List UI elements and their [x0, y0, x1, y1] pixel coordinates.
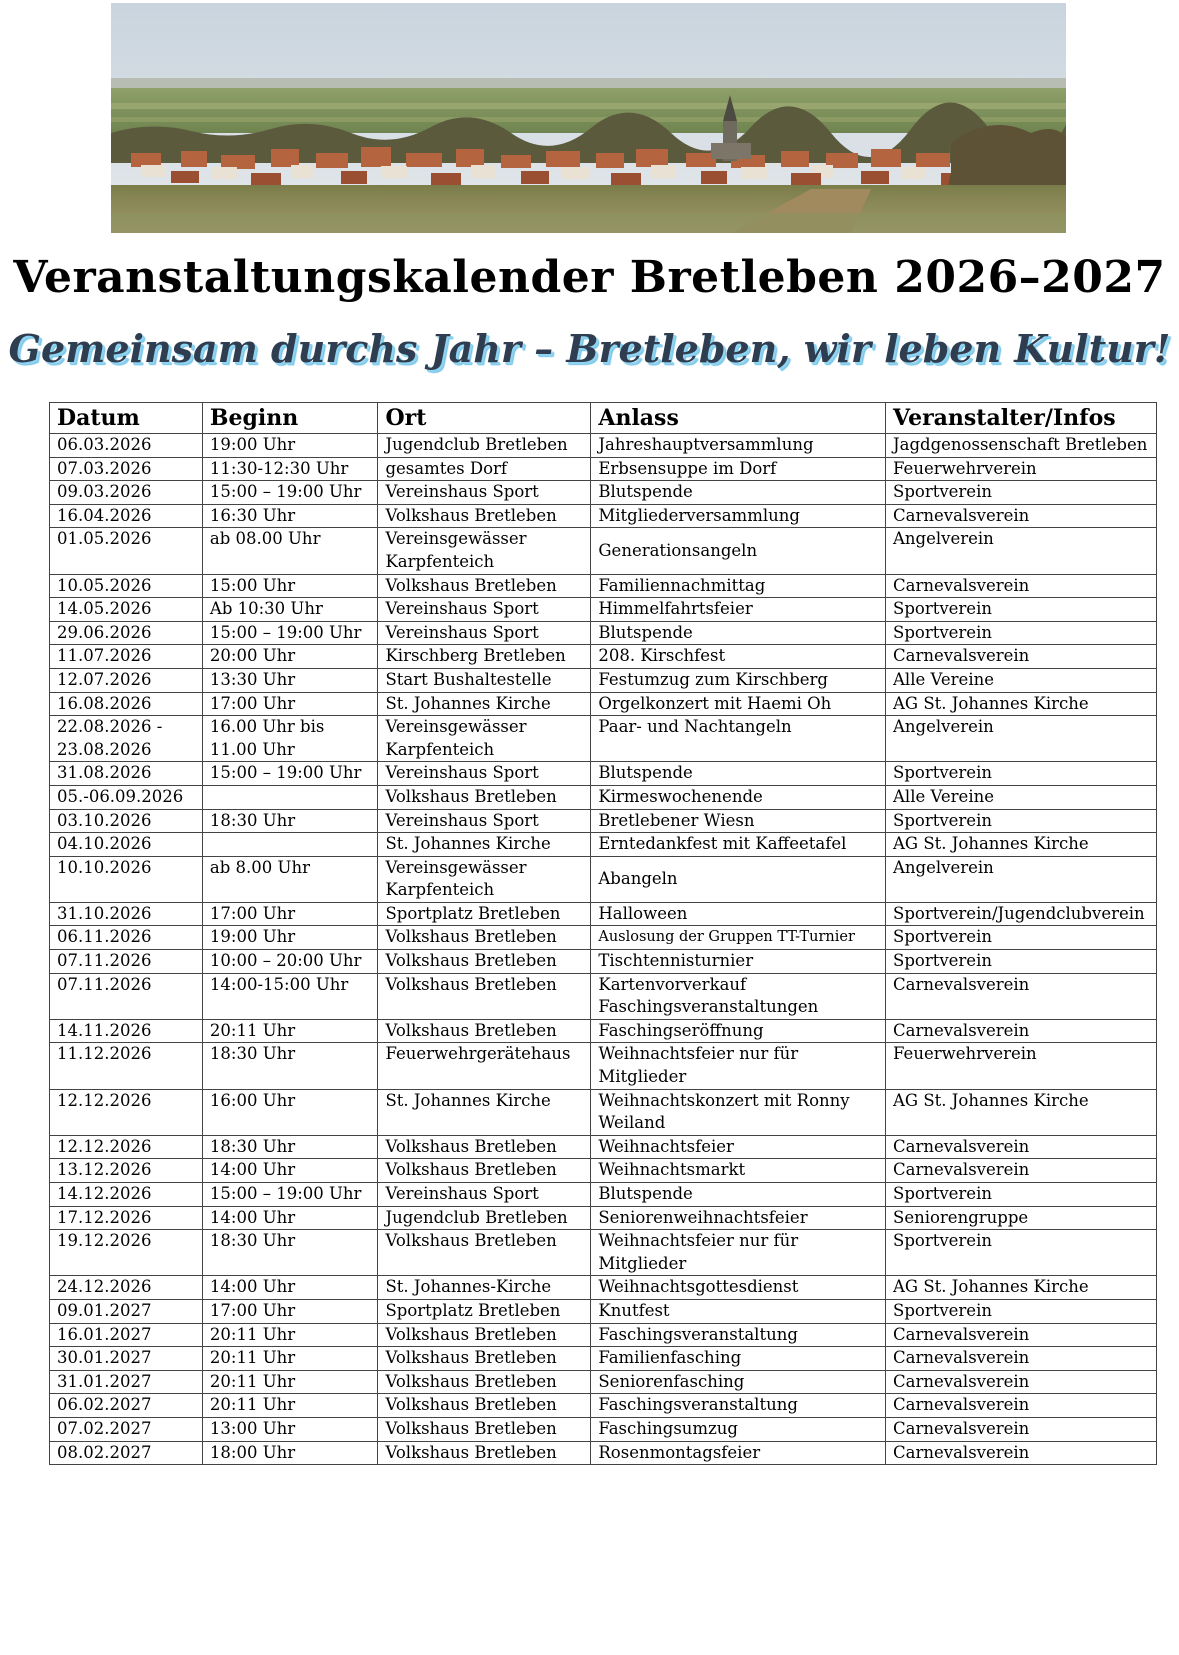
cell-anlass: Blutspende	[591, 481, 886, 505]
cell-beginn: 16.00 Uhr bis 11.00 Uhr	[202, 716, 378, 762]
cell-ort: Vereinshaus Sport	[378, 598, 591, 622]
cell-veranstalter: Angelverein	[886, 856, 1157, 902]
cell-veranstalter: Sportverein	[886, 598, 1157, 622]
table-row	[50, 1394, 1157, 1418]
cell-beginn: 11:30-12:30 Uhr	[202, 457, 378, 481]
cell-veranstalter: Sportverein	[886, 1183, 1157, 1207]
cell-anlass: Paar- und Nachtangeln	[591, 716, 886, 762]
cell-anlass: Blutspende	[591, 1183, 886, 1207]
cell-ort: Jugendclub Bretleben	[378, 1206, 591, 1230]
cell-veranstalter: Sportverein	[886, 762, 1157, 786]
cell-veranstalter: AG St. Johannes Kirche	[886, 692, 1157, 716]
cell-anlass: Weihnachtsfeier	[591, 1135, 886, 1159]
cell-ort: gesamtes Dorf	[378, 457, 591, 481]
cell-datum: 16.04.2026	[50, 504, 203, 528]
cell-beginn: 15:00 – 19:00 Uhr	[202, 1183, 378, 1207]
table-row	[50, 950, 1157, 974]
cell-beginn: 15:00 – 19:00 Uhr	[202, 621, 378, 645]
cell-anlass: Abangeln	[591, 856, 886, 902]
table-row	[50, 457, 1157, 481]
cell-veranstalter: Sportverein	[886, 1230, 1157, 1276]
cell-datum: 14.12.2026	[50, 1183, 203, 1207]
cell-anlass: Seniorenfasching	[591, 1370, 886, 1394]
table-row	[50, 1135, 1157, 1159]
table-row	[50, 856, 1157, 902]
cell-datum: 07.11.2026	[50, 973, 203, 1019]
cell-ort: Sportplatz Bretleben	[378, 1299, 591, 1323]
cell-veranstalter: Feuerwehrverein	[886, 457, 1157, 481]
cell-anlass: Familiennachmittag	[591, 574, 886, 598]
cell-anlass: Auslosung der Gruppen TT-Turnier	[591, 926, 886, 950]
cell-ort: Vereinshaus Sport	[378, 762, 591, 786]
table-row	[50, 1230, 1157, 1276]
table-row	[50, 1441, 1157, 1465]
cell-veranstalter: Carnevalsverein	[886, 1394, 1157, 1418]
cell-datum: 07.11.2026	[50, 950, 203, 974]
cell-anlass: Knutfest	[591, 1299, 886, 1323]
cell-ort: Jugendclub Bretleben	[378, 434, 591, 458]
cell-veranstalter: Carnevalsverein	[886, 574, 1157, 598]
cell-ort: Volkshaus Bretleben	[378, 926, 591, 950]
table-row	[50, 902, 1157, 926]
cell-datum: 09.03.2026	[50, 481, 203, 505]
cell-datum: 07.03.2026	[50, 457, 203, 481]
cell-beginn: 15:00 – 19:00 Uhr	[202, 762, 378, 786]
cell-anlass: Weihnachtsmarkt	[591, 1159, 886, 1183]
cell-veranstalter: Carnevalsverein	[886, 504, 1157, 528]
cell-datum: 16.01.2027	[50, 1323, 203, 1347]
cell-anlass: Erbsensuppe im Dorf	[591, 457, 886, 481]
cell-veranstalter: Sportverein/Jugendclubverein	[886, 902, 1157, 926]
cell-veranstalter: Sportverein	[886, 809, 1157, 833]
cell-anlass: Tischtennisturnier	[591, 950, 886, 974]
village-panorama-illustration	[111, 3, 1066, 233]
cell-beginn: ab 8.00 Uhr	[202, 856, 378, 902]
cell-datum: 12.12.2026	[50, 1135, 203, 1159]
table-row	[50, 1299, 1157, 1323]
cell-veranstalter: Angelverein	[886, 716, 1157, 762]
cell-ort: Sportplatz Bretleben	[378, 902, 591, 926]
cell-beginn: 18:30 Uhr	[202, 1230, 378, 1276]
table-row	[50, 1347, 1157, 1371]
cell-datum: 07.02.2027	[50, 1417, 203, 1441]
table-row	[50, 574, 1157, 598]
cell-ort: Vereinsgewässer Karpfenteich	[378, 528, 591, 574]
cell-beginn: 19:00 Uhr	[202, 434, 378, 458]
table-row	[50, 1183, 1157, 1207]
cell-datum: 24.12.2026	[50, 1276, 203, 1300]
cell-beginn: 16:00 Uhr	[202, 1089, 378, 1135]
cell-anlass: Blutspende	[591, 621, 886, 645]
cell-beginn: 18:00 Uhr	[202, 1441, 378, 1465]
cell-beginn: 17:00 Uhr	[202, 1299, 378, 1323]
header-anlass: Anlass	[591, 403, 886, 434]
cell-anlass: Festumzug zum Kirschberg	[591, 668, 886, 692]
cell-anlass: Kirmeswochenende	[591, 785, 886, 809]
cell-datum: 31.01.2027	[50, 1370, 203, 1394]
table-row	[50, 1370, 1157, 1394]
cell-ort: Volkshaus Bretleben	[378, 1347, 591, 1371]
cell-veranstalter: AG St. Johannes Kirche	[886, 1089, 1157, 1135]
cell-veranstalter: Feuerwehrverein	[886, 1043, 1157, 1089]
cell-datum: 31.08.2026	[50, 762, 203, 786]
cell-anlass: Jahreshauptversammlung	[591, 434, 886, 458]
cell-datum: 03.10.2026	[50, 809, 203, 833]
cell-anlass: 208. Kirschfest	[591, 645, 886, 669]
cell-ort: Volkshaus Bretleben	[378, 1370, 591, 1394]
cell-datum: 14.05.2026	[50, 598, 203, 622]
cell-veranstalter: Angelverein	[886, 528, 1157, 574]
cell-ort: Vereinsgewässer Karpfenteich	[378, 716, 591, 762]
cell-veranstalter: Sportverein	[886, 481, 1157, 505]
cell-ort: Volkshaus Bretleben	[378, 785, 591, 809]
table-row	[50, 1019, 1157, 1043]
cell-datum: 30.01.2027	[50, 1347, 203, 1371]
cell-veranstalter: Sportverein	[886, 1299, 1157, 1323]
cell-anlass: Himmelfahrtsfeier	[591, 598, 886, 622]
events-table	[49, 402, 1157, 1465]
cell-datum: 11.07.2026	[50, 645, 203, 669]
cell-veranstalter: Carnevalsverein	[886, 973, 1157, 1019]
table-row	[50, 716, 1157, 762]
cell-beginn	[202, 785, 378, 809]
table-row	[50, 504, 1157, 528]
cell-ort: Volkshaus Bretleben	[378, 1441, 591, 1465]
cell-anlass: Mitgliederversammlung	[591, 504, 886, 528]
cell-beginn: Ab 10:30 Uhr	[202, 598, 378, 622]
cell-veranstalter: Carnevalsverein	[886, 1370, 1157, 1394]
table-row	[50, 1323, 1157, 1347]
cell-beginn: 18:30 Uhr	[202, 809, 378, 833]
cell-ort: Volkshaus Bretleben	[378, 1417, 591, 1441]
table-row	[50, 598, 1157, 622]
cell-veranstalter: Carnevalsverein	[886, 1417, 1157, 1441]
table-row	[50, 1089, 1157, 1135]
cell-beginn: 20:11 Uhr	[202, 1019, 378, 1043]
cell-beginn: 18:30 Uhr	[202, 1135, 378, 1159]
table-row	[50, 762, 1157, 786]
cell-veranstalter: Carnevalsverein	[886, 1159, 1157, 1183]
cell-anlass: Weihnachtsfeier nur für Mitglieder	[591, 1043, 886, 1089]
cell-datum: 06.11.2026	[50, 926, 203, 950]
cell-anlass: Orgelkonzert mit Haemi Oh	[591, 692, 886, 716]
cell-anlass: Kartenvorverkauf Faschingsveranstaltungen	[591, 973, 886, 1019]
cell-datum: 06.03.2026	[50, 434, 203, 458]
cell-anlass: Faschingsveranstaltung	[591, 1394, 886, 1418]
header-datum: Datum	[50, 403, 203, 434]
cell-veranstalter: Sportverein	[886, 950, 1157, 974]
cell-datum: 29.06.2026	[50, 621, 203, 645]
table-row	[50, 621, 1157, 645]
cell-veranstalter: Carnevalsverein	[886, 1441, 1157, 1465]
cell-anlass: Blutspende	[591, 762, 886, 786]
cell-ort: St. Johannes Kirche	[378, 692, 591, 716]
cell-ort: Start Bushaltestelle	[378, 668, 591, 692]
cell-veranstalter: Sportverein	[886, 926, 1157, 950]
table-row	[50, 785, 1157, 809]
cell-anlass: Faschingseröffnung	[591, 1019, 886, 1043]
cell-anlass: Bretlebener Wiesn	[591, 809, 886, 833]
cell-ort: Volkshaus Bretleben	[378, 1230, 591, 1276]
table-row	[50, 481, 1157, 505]
cell-veranstalter: Sportverein	[886, 621, 1157, 645]
header-ort: Ort	[378, 403, 591, 434]
table-row	[50, 668, 1157, 692]
cell-veranstalter: Alle Vereine	[886, 668, 1157, 692]
cell-datum: 31.10.2026	[50, 902, 203, 926]
cell-ort: Vereinshaus Sport	[378, 621, 591, 645]
cell-datum: 08.02.2027	[50, 1441, 203, 1465]
cell-anlass: Faschingsveranstaltung	[591, 1323, 886, 1347]
cell-beginn: 17:00 Uhr	[202, 902, 378, 926]
cell-beginn: 20:11 Uhr	[202, 1370, 378, 1394]
cell-datum: 06.02.2027	[50, 1394, 203, 1418]
cell-datum: 10.10.2026	[50, 856, 203, 902]
table-row	[50, 926, 1157, 950]
cell-beginn: 20:11 Uhr	[202, 1347, 378, 1371]
cell-datum: 05.-06.09.2026	[50, 785, 203, 809]
cell-veranstalter: AG St. Johannes Kirche	[886, 1276, 1157, 1300]
cell-beginn: 14:00 Uhr	[202, 1206, 378, 1230]
table-row	[50, 692, 1157, 716]
cell-datum: 04.10.2026	[50, 833, 203, 857]
cell-beginn	[202, 833, 378, 857]
cell-ort: Volkshaus Bretleben	[378, 950, 591, 974]
cell-ort: Volkshaus Bretleben	[378, 574, 591, 598]
cell-anlass: Halloween	[591, 902, 886, 926]
table-row	[50, 645, 1157, 669]
page-subtitle: Gemeinsam durchs Jahr – Bretleben, wir leben Kultur!	[8, 326, 1171, 371]
cell-anlass: Weihnachtskonzert mit Ronny Weiland	[591, 1089, 886, 1135]
cell-beginn: 19:00 Uhr	[202, 926, 378, 950]
cell-ort: St. Johannes-Kirche	[378, 1276, 591, 1300]
cell-ort: Kirschberg Bretleben	[378, 645, 591, 669]
cell-beginn: 20:11 Uhr	[202, 1323, 378, 1347]
header-veranstalter: Veranstalter/Infos	[886, 403, 1157, 434]
cell-beginn: 16:30 Uhr	[202, 504, 378, 528]
table-row	[50, 1159, 1157, 1183]
cell-ort: Vereinshaus Sport	[378, 1183, 591, 1207]
cell-ort: Volkshaus Bretleben	[378, 1019, 591, 1043]
cell-veranstalter: Carnevalsverein	[886, 1323, 1157, 1347]
table-row	[50, 973, 1157, 1019]
cell-anlass: Seniorenweihnachtsfeier	[591, 1206, 886, 1230]
village-panorama-photo	[111, 3, 1066, 233]
table-row	[50, 1417, 1157, 1441]
cell-beginn: 10:00 – 20:00 Uhr	[202, 950, 378, 974]
table-row	[50, 528, 1157, 574]
table-body	[50, 434, 1157, 1465]
cell-ort: Volkshaus Bretleben	[378, 1159, 591, 1183]
cell-anlass: Weihnachtsfeier nur für Mitglieder	[591, 1230, 886, 1276]
cell-beginn: 20:00 Uhr	[202, 645, 378, 669]
cell-anlass: Familienfasching	[591, 1347, 886, 1371]
cell-veranstalter: Carnevalsverein	[886, 1019, 1157, 1043]
cell-datum: 11.12.2026	[50, 1043, 203, 1089]
header-beginn: Beginn	[202, 403, 378, 434]
cell-datum: 09.01.2027	[50, 1299, 203, 1323]
cell-datum: 19.12.2026	[50, 1230, 203, 1276]
cell-anlass: Erntedankfest mit Kaffeetafel	[591, 833, 886, 857]
table-row	[50, 1206, 1157, 1230]
cell-ort: Volkshaus Bretleben	[378, 973, 591, 1019]
table-row	[50, 1276, 1157, 1300]
cell-ort: Vereinshaus Sport	[378, 809, 591, 833]
cell-veranstalter: Seniorengruppe	[886, 1206, 1157, 1230]
cell-beginn: 14:00 Uhr	[202, 1276, 378, 1300]
cell-ort: Volkshaus Bretleben	[378, 504, 591, 528]
cell-ort: St. Johannes Kirche	[378, 833, 591, 857]
cell-beginn: 20:11 Uhr	[202, 1394, 378, 1418]
cell-anlass: Faschingsumzug	[591, 1417, 886, 1441]
cell-veranstalter: Carnevalsverein	[886, 1347, 1157, 1371]
cell-beginn: 18:30 Uhr	[202, 1043, 378, 1089]
cell-veranstalter: Alle Vereine	[886, 785, 1157, 809]
cell-datum: 12.12.2026	[50, 1089, 203, 1135]
cell-ort: Volkshaus Bretleben	[378, 1135, 591, 1159]
cell-anlass: Rosenmontagsfeier	[591, 1441, 886, 1465]
cell-veranstalter: Carnevalsverein	[886, 645, 1157, 669]
cell-beginn: 14:00 Uhr	[202, 1159, 378, 1183]
cell-datum: 10.05.2026	[50, 574, 203, 598]
table-row	[50, 1043, 1157, 1089]
cell-datum: 14.11.2026	[50, 1019, 203, 1043]
cell-ort: Vereinshaus Sport	[378, 481, 591, 505]
cell-beginn: 13:30 Uhr	[202, 668, 378, 692]
cell-beginn: 17:00 Uhr	[202, 692, 378, 716]
cell-beginn: 14:00-15:00 Uhr	[202, 973, 378, 1019]
cell-beginn: 13:00 Uhr	[202, 1417, 378, 1441]
cell-datum: 12.07.2026	[50, 668, 203, 692]
cell-veranstalter: Jagdgenossenschaft Bretleben	[886, 434, 1157, 458]
cell-anlass: Weihnachtsgottesdienst	[591, 1276, 886, 1300]
cell-ort: Vereinsgewässer Karpfenteich	[378, 856, 591, 902]
cell-beginn: 15:00 – 19:00 Uhr	[202, 481, 378, 505]
table-row	[50, 833, 1157, 857]
cell-datum: 22.08.2026 - 23.08.2026	[50, 716, 203, 762]
table-row	[50, 809, 1157, 833]
cell-anlass: Generationsangeln	[591, 528, 886, 574]
page-title: Veranstaltungskalender Bretleben 2026–2027	[13, 252, 1166, 303]
table-header-row	[50, 403, 1157, 434]
cell-ort: St. Johannes Kirche	[378, 1089, 591, 1135]
cell-veranstalter: AG St. Johannes Kirche	[886, 833, 1157, 857]
cell-datum: 16.08.2026	[50, 692, 203, 716]
cell-veranstalter: Carnevalsverein	[886, 1135, 1157, 1159]
cell-beginn: ab 08.00 Uhr	[202, 528, 378, 574]
cell-datum: 17.12.2026	[50, 1206, 203, 1230]
cell-ort: Volkshaus Bretleben	[378, 1323, 591, 1347]
cell-datum: 01.05.2026	[50, 528, 203, 574]
cell-beginn: 15:00 Uhr	[202, 574, 378, 598]
cell-ort: Volkshaus Bretleben	[378, 1394, 591, 1418]
cell-ort: Feuerwehrgerätehaus	[378, 1043, 591, 1089]
cell-datum: 13.12.2026	[50, 1159, 203, 1183]
table-row	[50, 434, 1157, 458]
